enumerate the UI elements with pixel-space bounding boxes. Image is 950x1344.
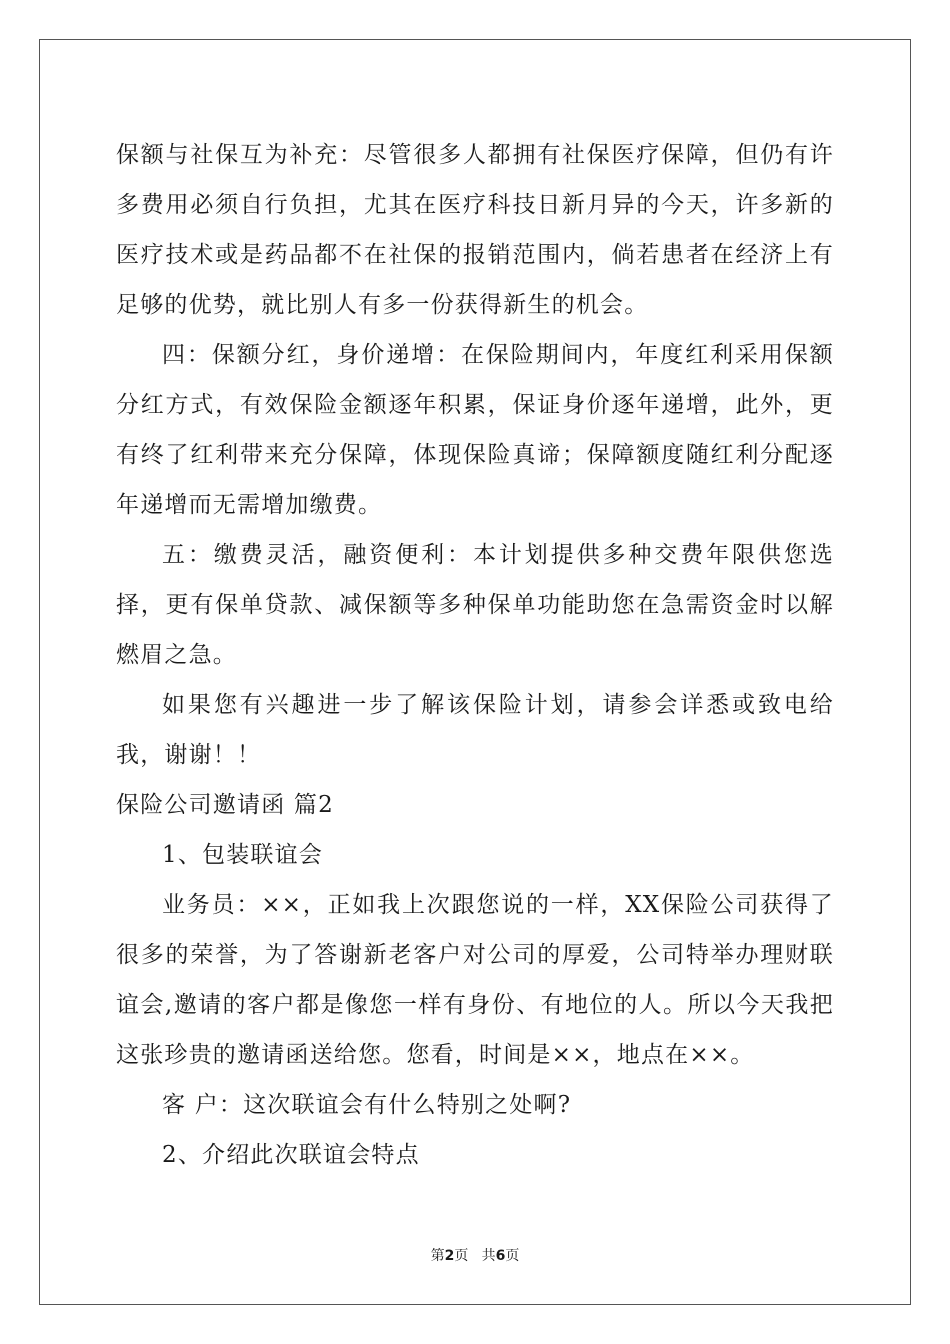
paragraph: 2、介绍此次联谊会特点 <box>162 1142 420 1168</box>
paragraph: 保额与社保互为补充：尽管很多人都拥有社保医疗保障，但仍有许多费用必须自行负担，尤其在医疗科技日新月异的今天，许多新的医疗技术或是药品都不在社保的报销范围内，倘若患者在经济上有足够的优势，就比别人有多一份获得新生的机会。 <box>116 142 834 318</box>
paragraph: 五：缴费灵活，融资便利：本计划提供多种交费年限供您选择，更有保单贷款、减保额等多种保单功能助您在急需资金时以解燃眉之急。 <box>116 542 834 668</box>
page-suffix: 页 <box>454 1248 469 1264</box>
page-prefix: 第 <box>430 1248 445 1264</box>
paragraph: 如果您有兴趣进一步了解该保险计划，请参会详悉或致电给我，谢谢！！ <box>116 692 834 768</box>
section-title: 保险公司邀请函 篇2 <box>116 792 334 818</box>
total-pages: 6 <box>495 1248 506 1264</box>
total-suffix: 页 <box>505 1248 520 1264</box>
paragraph: 四：保额分红，身价递增：在保险期间内，年度红利采用保额分红方式，有效保险金额逐年积累，保证身价逐年递增，此外，更有终了红利带来充分保障，体现保险真谛；保障额度随红利分配逐年递增而无需增加缴费。 <box>116 342 834 518</box>
paragraph: 业务员：××，正如我上次跟您说的一样，XX保险公司获得了很多的荣誉，为了答谢新老客户对公司的厚爱，公司特举办理财联谊会,邀请的客户都是像您一样有身份、有地位的人。所以今天我把这张珍贵的邀请函送给您。您看，时间是××，地点在××。 <box>116 892 834 1068</box>
total-prefix: 共 <box>481 1248 496 1264</box>
page-number: 2 <box>444 1248 455 1264</box>
paragraph: 1、包装联谊会 <box>162 842 324 868</box>
document-body <box>116 130 834 1180</box>
paragraph: 客 户：这次联谊会有什么特别之处啊? <box>162 1092 572 1118</box>
page-footer <box>0 1246 950 1266</box>
